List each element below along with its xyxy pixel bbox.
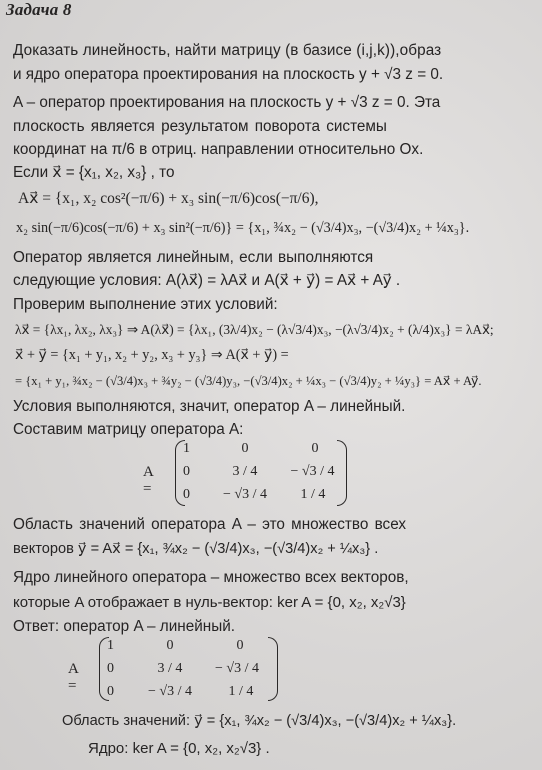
matrix-cell: 0 [241,441,249,456]
matrix-cell: 0 [183,487,190,502]
text-line: которые A отображает в нуль-вектор: ker A = {0, x₂, x₂√3} [13,594,406,611]
text-line: векторов y⃗ = Ax⃗ = {x₁, ¾x₂ − (√3/4)x₃, −(√3/4)x₂ + ¼x₃} . [13,541,379,557]
matrix-cell: 0 [107,684,114,699]
text-line: Ядро: ker A = {0, x₂, x₂√3} . [88,740,270,757]
text-line: Если x⃗ = {x₁, x₂, x₃} , то [13,164,175,181]
problem-heading: Задача 8 [6,0,72,19]
formula-line: x₂ sin(−π/6)cos(−π/6) + x₃ sin²(−π/6)} = {x₁, ¾x₂ − (√3/4)x₃, −(√3/4)x₂ + ¼x₃}. [16,220,470,236]
formula-line: x⃗ + y⃗ = {x₁ + y₁, x₂ + y₂, x₃ + y₃} ⇒ A(x⃗ + y⃗) = [15,347,289,363]
formula-line: = {x₁ + y₁, ¾x₂ − (√3/4)x₃ + ¾y₂ − (√3/4)y₃, −(√3/4)x₂ + ¼x₃ − (√3/4)y₂ + ¼y₃} = Ax⃗ + Ay⃗. [15,374,482,388]
text-line: Область значений оператора A – это множество всех [13,516,407,533]
matrix-cell: − √3 / 4 [215,661,259,676]
matrix-cell: 1 / 4 [300,487,326,502]
text-line: следующие условия: A(λx⃗) = λAx⃗ и A(x⃗ + y⃗) = Ax⃗ + Ay⃗ . [13,272,401,289]
matrix-cell: 0 [236,638,244,653]
matrix-cell: 3 / 4 [232,464,258,479]
matrix-cell: 0 [311,441,319,456]
text-line: Составим матрицу оператора A: [13,421,244,438]
matrix-cell: 3 / 4 [157,661,183,676]
formula-line: λx⃗ = {λx₁, λx₂, λx₃} ⇒ A(λx⃗) = {λx₁, (3λ/4)x₂ − (λ√3/4)x₃, −(λ√3/4)x₂ + (λ/4)x₃} = λAx⃗; [15,322,494,337]
text-line: Оператор является линейным, если выполняются [13,249,374,266]
text-line: и ядро оператора проектирования на плоскость y + √3 z = 0. [13,66,444,83]
matrix-label: A = [143,464,154,497]
text-line: координат на π/6 в отриц. направлении относительно Ox. [13,141,424,158]
text-line: Проверим выполнение этих условий: [13,296,278,313]
text-line: A – оператор проектирования на плоскость y + √3 z = 0. Эта [13,94,441,111]
text-line: плоскость является результатом поворота системы [13,118,387,135]
matrix-cell: 0 [107,661,114,676]
matrix-label: A = [68,661,79,694]
matrix-cell: − √3 / 4 [290,464,335,479]
formula-line: Ax⃗ = {x₁, x₂ cos²(−π/6) + x₃ sin(−π/6)cos(−π/6), [18,190,319,207]
text-line: Условия выполняются, значит, оператор A – линейный. [13,398,406,415]
matrix-cell: 1 [107,638,114,653]
matrix-cell: − √3 / 4 [148,684,192,699]
matrix-cell: 1 / 4 [228,684,254,699]
matrix-cell: 1 [183,441,190,456]
matrix-cell: 0 [166,638,174,653]
matrix-cell: 0 [183,464,190,479]
matrix-cell: − √3 / 4 [223,487,267,502]
text-line: Область значений: y⃗ = {x₁, ¾x₂ − (√3/4)x₃, −(√3/4)x₂ + ¼x₃}. [62,713,457,729]
text-line: Ядро линейного оператора – множество всех векторов, [13,569,409,586]
text-line: Ответ: оператор A – линейный. [13,618,236,635]
text-line: Доказать линейность, найти матрицу (в базисе (i,j,k)),образ [13,42,442,59]
